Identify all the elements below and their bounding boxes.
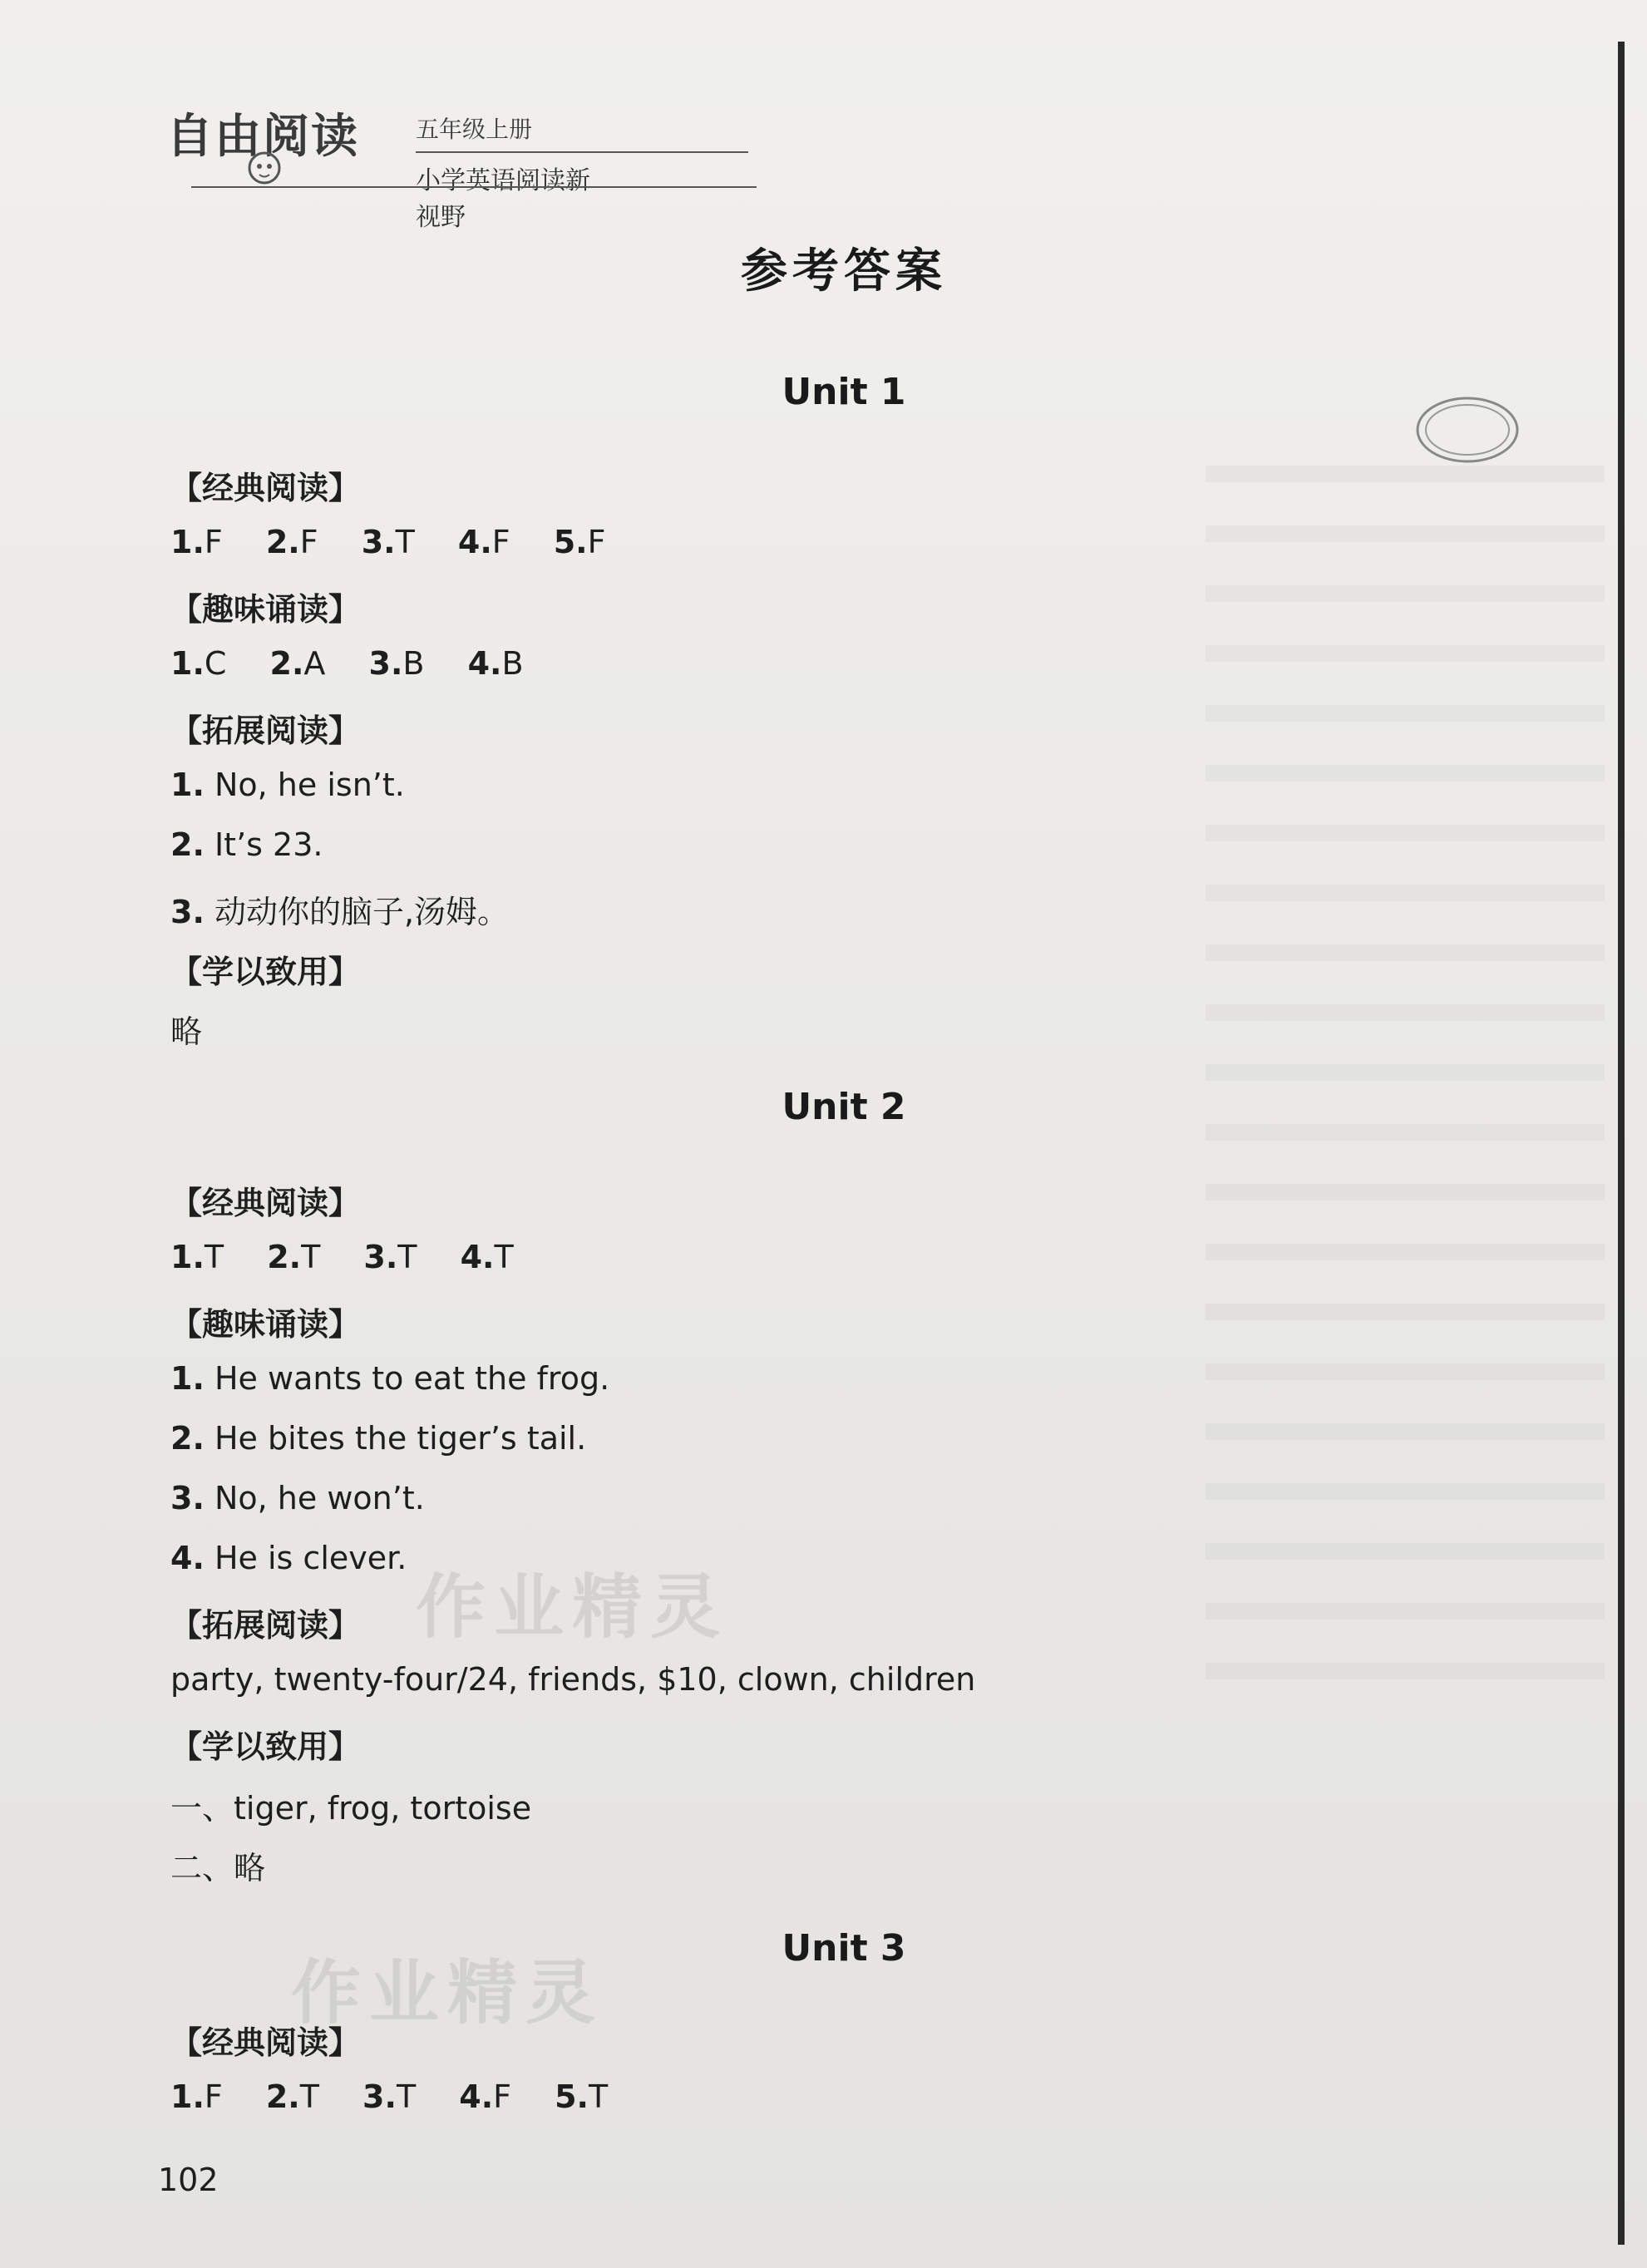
section-label: 【经典阅读】 xyxy=(170,1185,361,1221)
header-underline xyxy=(191,186,757,188)
section-label: 【经典阅读】 xyxy=(170,470,361,506)
section-label: 【趣味诵读】 xyxy=(170,591,361,628)
series-subtitle: 小学英语阅读新视野 xyxy=(416,166,590,232)
unit-heading: Unit 3 xyxy=(782,1927,906,1970)
answer-line: 1. He wants to eat the frog. xyxy=(170,1360,610,1397)
answer-item: 4.B xyxy=(467,645,524,682)
answer-line: 一、tiger, frog, tortoise xyxy=(170,1790,532,1827)
book-header xyxy=(166,93,599,232)
answer-item: 1.C xyxy=(170,645,227,682)
answer-row xyxy=(170,1239,547,1275)
answer-item: 2.F xyxy=(265,524,318,560)
answer-line: 4. He is clever. xyxy=(170,1540,407,1576)
section-label: 【经典阅读】 xyxy=(170,2024,361,2061)
answer-item: 2.T xyxy=(265,2078,319,2115)
answer-line: 二、略 xyxy=(170,1850,266,1886)
answer-item: 3.T xyxy=(363,1239,417,1275)
series-title: 自由阅读 xyxy=(166,109,359,164)
answer-line: 略 xyxy=(170,1013,203,1050)
answer-line: 1. No, he isn’t. xyxy=(170,767,405,803)
answer-item: 3.B xyxy=(368,645,425,682)
answer-row xyxy=(170,524,639,560)
answer-item: 4.F xyxy=(459,2078,511,2115)
mascot-icon xyxy=(239,141,289,191)
page-number: 102 xyxy=(158,2162,219,2198)
answer-row xyxy=(170,645,557,682)
header-divider xyxy=(416,151,748,153)
answer-line: 2. He bites the tiger’s tail. xyxy=(170,1420,587,1457)
answer-item: 3.T xyxy=(362,2078,417,2115)
answer-line: 3. No, he won’t. xyxy=(170,1480,425,1516)
answer-line: 2. It’s 23. xyxy=(170,826,323,863)
answer-item: 1.F xyxy=(170,2078,223,2115)
unit-heading: Unit 1 xyxy=(782,371,906,413)
answer-item: 3.T xyxy=(361,524,415,560)
section-label: 【趣味诵读】 xyxy=(170,1306,361,1343)
answer-item: 2.A xyxy=(269,645,326,682)
section-label: 【学以致用】 xyxy=(170,954,361,990)
watermark: 作业精灵 xyxy=(416,1565,729,1648)
section-label: 【学以致用】 xyxy=(170,1728,361,1765)
answer-item: 2.T xyxy=(267,1239,321,1275)
watermark: 作业精灵 xyxy=(291,1951,604,2034)
page-title: 参考答案 xyxy=(741,244,947,298)
answer-item: 5.F xyxy=(553,524,606,560)
answer-item: 5.T xyxy=(555,2078,609,2115)
answer-line: party, twenty-four/24, friends, $10, clown, children xyxy=(170,1661,976,1698)
answer-item: 4.F xyxy=(457,524,510,560)
answer-item: 4.T xyxy=(460,1239,514,1275)
answer-item: 1.F xyxy=(170,524,223,560)
answer-item: 1.T xyxy=(170,1239,224,1275)
section-label: 【拓展阅读】 xyxy=(170,712,361,749)
answer-row xyxy=(170,2078,641,2115)
grade-label: 五年级上册 xyxy=(416,116,533,143)
answer-line: 3. 动动你的脑子,汤姆。 xyxy=(170,894,510,930)
section-label: 【拓展阅读】 xyxy=(170,1607,361,1644)
unit-heading: Unit 2 xyxy=(782,1086,906,1128)
